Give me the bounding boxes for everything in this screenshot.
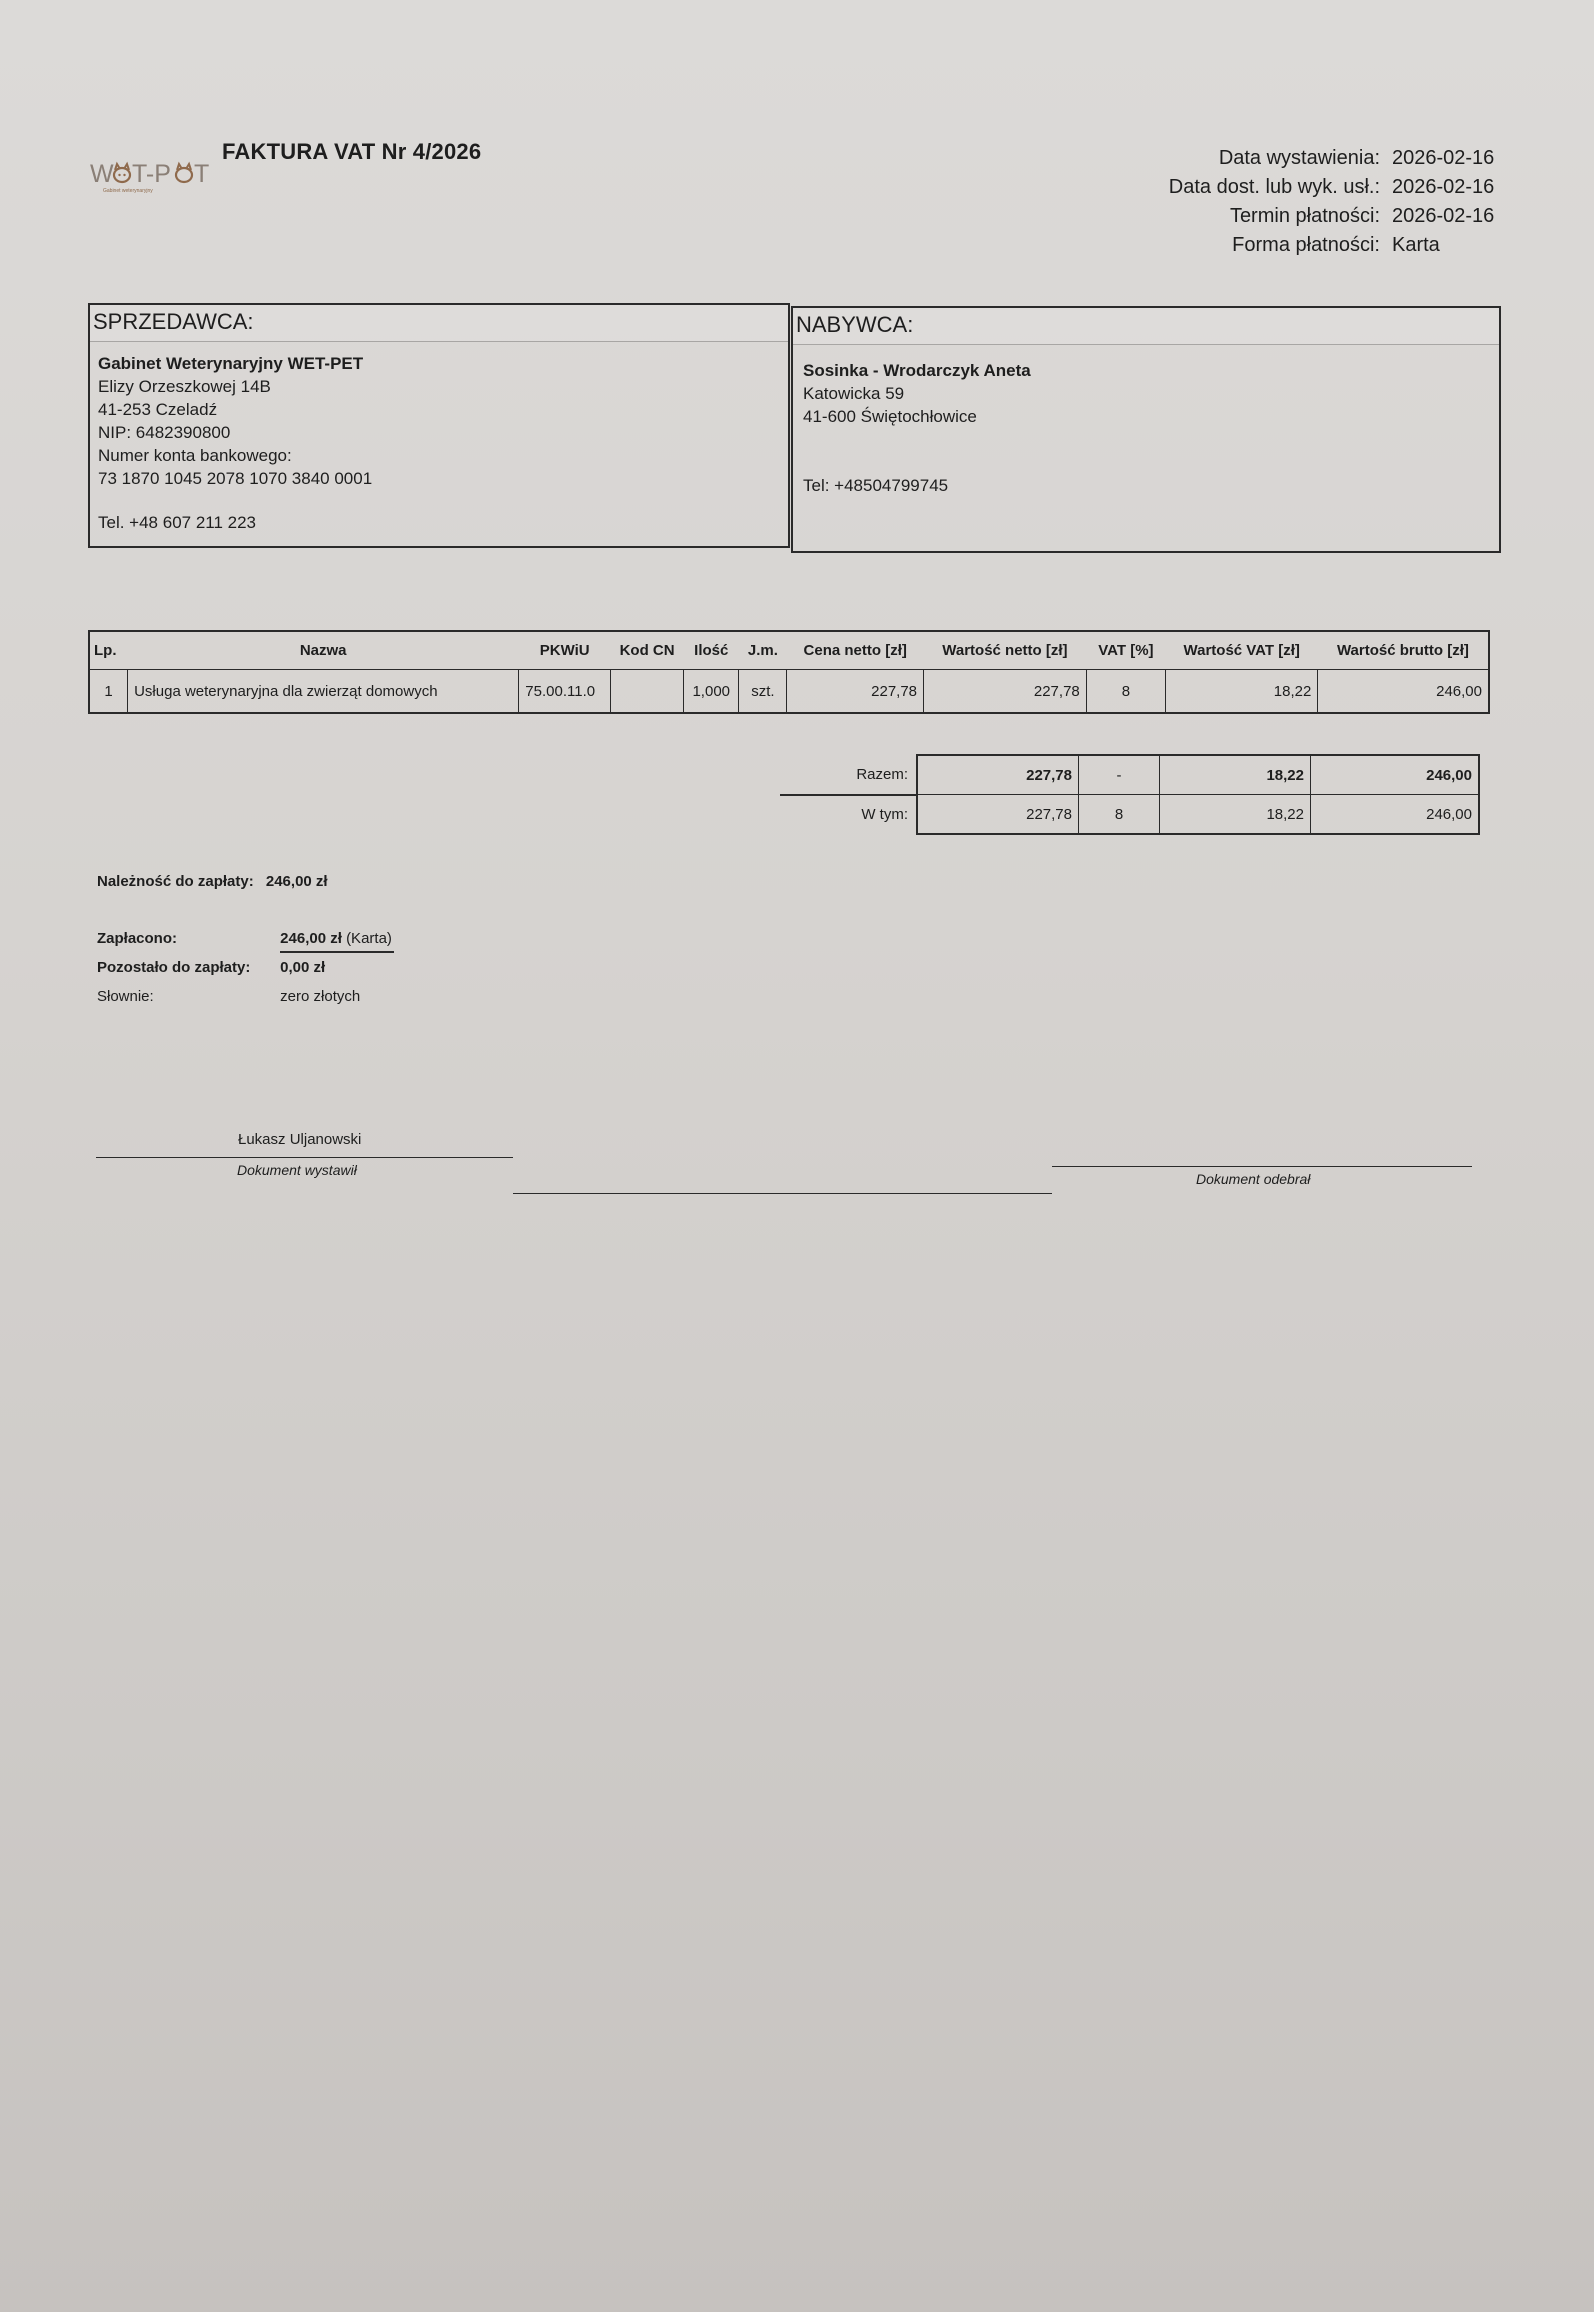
- meta-value: Karta: [1392, 234, 1440, 256]
- totals-vat: 18,22: [1160, 795, 1311, 835]
- meta-label: Termin płatności:: [1229, 205, 1380, 227]
- seller-street: Elizy Orzeszkowej 14B: [98, 377, 271, 396]
- totals-table: [780, 754, 1480, 835]
- amount-paid-label: Zapłacono:: [97, 930, 178, 947]
- cell-lp: 1: [89, 670, 128, 714]
- column-header: PKWiU: [519, 631, 611, 670]
- items-table: [88, 630, 1490, 714]
- cell-gross-value: 246,00: [1318, 670, 1489, 714]
- meta-label: Data dost. lub wyk. usł.:: [1168, 176, 1380, 198]
- seller-account-label: Numer konta bankowego:: [98, 446, 292, 465]
- svg-text:T: T: [194, 160, 210, 188]
- cell-name: Usługa weterynaryjna dla zwierząt domowych: [128, 670, 519, 714]
- column-header: Ilość: [684, 631, 739, 670]
- received-caption: Dokument odebrał: [1196, 1171, 1311, 1187]
- seller-nip: NIP: 6482390800: [98, 423, 231, 442]
- buyer-phone: Tel: +48504799745: [803, 476, 949, 495]
- middle-signature-line: [513, 1193, 1052, 1194]
- totals-row-razem: [780, 755, 1479, 795]
- column-header: Lp.: [89, 631, 128, 670]
- amount-in-words-label: Słownie:: [97, 988, 154, 1005]
- cell-net-value: 227,78: [924, 670, 1087, 714]
- cell-vat-rate: 8: [1086, 670, 1165, 714]
- seller-account: 73 1870 1045 2078 1070 3840 0001: [98, 469, 373, 488]
- seller-box: [88, 303, 790, 548]
- totals-label: Razem:: [780, 755, 917, 795]
- totals-label: W tym:: [861, 806, 908, 824]
- buyer-city: 41-600 Świętochłowice: [803, 407, 977, 426]
- cell-unit: szt.: [739, 670, 787, 714]
- svg-text:T-P: T-P: [132, 160, 171, 188]
- column-header: Nazwa: [128, 631, 519, 670]
- amount-due: [97, 873, 328, 890]
- amount-paid-value: 246,00 zł: [280, 930, 342, 947]
- buyer-box: [791, 306, 1501, 553]
- amount-paid: [97, 930, 394, 953]
- meta-issue-date: [1169, 144, 1502, 173]
- issued-caption: Dokument wystawił: [237, 1162, 357, 1178]
- amount-remaining: [97, 959, 325, 976]
- buyer-name: Sosinka - Wrodarczyk Aneta: [803, 361, 1031, 380]
- meta-payment-form: [1169, 231, 1502, 260]
- issuer-signature-line: [96, 1157, 513, 1158]
- column-header: Wartość brutto [zł]: [1318, 631, 1489, 670]
- meta-payment-due: [1169, 202, 1502, 231]
- seller-phone: Tel. +48 607 211 223: [98, 513, 257, 532]
- totals-gross: 246,00: [1311, 795, 1480, 835]
- meta-value: 2026-02-16: [1392, 205, 1495, 227]
- table-row: [89, 670, 1489, 714]
- seller-details: [90, 342, 788, 534]
- seller-city: 41-253 Czeladź: [98, 400, 218, 419]
- meta-label: Data wystawienia:: [1218, 147, 1380, 169]
- amount-paid-method: (Karta): [346, 930, 392, 947]
- column-header: Wartość netto [zł]: [924, 631, 1087, 670]
- receiver-signature-line: [1052, 1166, 1472, 1167]
- buyer-street: Katowicka 59: [803, 384, 905, 403]
- svg-text:W: W: [90, 160, 115, 188]
- invoice-title: FAKTURA VAT Nr 4/2026: [222, 139, 482, 164]
- invoice-meta: [1169, 144, 1502, 260]
- amount-paid-value-wrap: [280, 930, 394, 953]
- amount-in-words-value: zero złotych: [280, 988, 361, 1005]
- totals-net: 227,78: [917, 795, 1079, 835]
- totals-vat-rate: 8: [1079, 795, 1160, 835]
- column-header: Kod CN: [611, 631, 684, 670]
- amount-remaining-value: 0,00 zł: [280, 959, 326, 976]
- cell-unit-net: 227,78: [787, 670, 924, 714]
- cell-qty: 1,000: [684, 670, 739, 714]
- totals-vat: 18,22: [1160, 755, 1311, 795]
- meta-label: Forma płatności:: [1232, 234, 1380, 256]
- meta-value: 2026-02-16: [1392, 176, 1495, 198]
- cell-vat-value: 18,22: [1166, 670, 1318, 714]
- totals-row-wtym: [780, 795, 1479, 835]
- buyer-heading: NABYWCA:: [793, 308, 1499, 345]
- column-header: Wartość VAT [zł]: [1166, 631, 1318, 670]
- amount-due-label: Należność do zapłaty:: [97, 873, 254, 890]
- meta-delivery-date: [1169, 173, 1502, 202]
- totals-gross: 246,00: [1311, 755, 1480, 795]
- amount-remaining-label: Pozostało do zapłaty:: [97, 959, 251, 976]
- cell-pkwiu: 75.00.11.0: [519, 670, 611, 714]
- column-header: VAT [%]: [1086, 631, 1165, 670]
- seller-heading: SPRZEDAWCA:: [90, 305, 788, 342]
- totals-net: 227,78: [917, 755, 1079, 795]
- buyer-details: [793, 345, 1499, 497]
- amount-due-value: 246,00 zł: [265, 873, 328, 890]
- company-logo: [88, 152, 218, 194]
- amount-in-words: [97, 988, 360, 1005]
- meta-value: 2026-02-16: [1392, 147, 1495, 169]
- cell-cn: [611, 670, 684, 714]
- totals-vat-rate: -: [1079, 755, 1160, 795]
- column-header: J.m.: [739, 631, 787, 670]
- items-header-row: [89, 631, 1489, 670]
- seller-name: Gabinet Weterynaryjny WET-PET: [98, 354, 364, 373]
- column-header: Cena netto [zł]: [787, 631, 924, 670]
- issuer-name: Łukasz Uljanowski: [238, 1131, 362, 1148]
- logo-subtext: Gabinet weterynaryjny: [103, 188, 153, 194]
